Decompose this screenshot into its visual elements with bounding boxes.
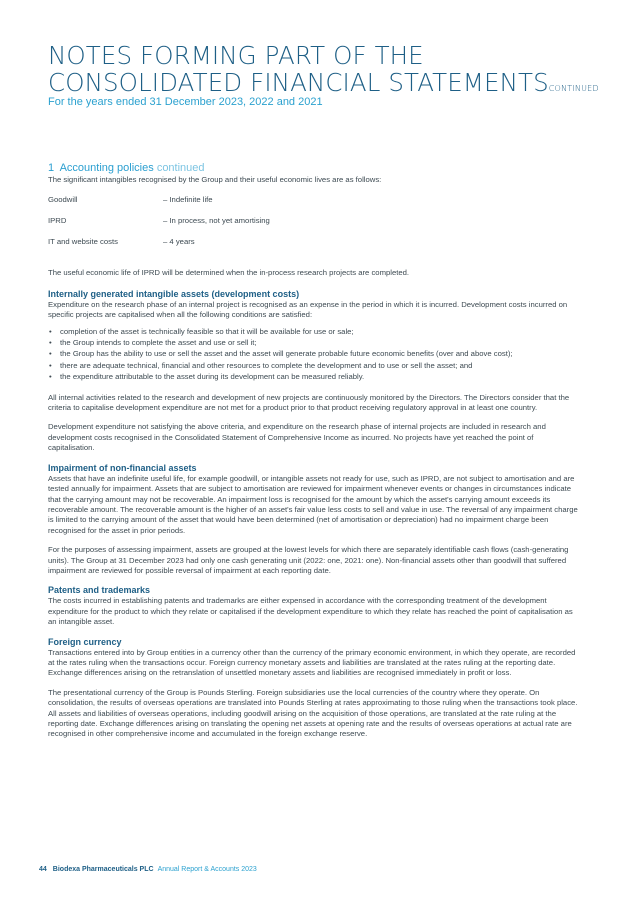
list-item: • the Group intends to complete the asset and use or sell it; bbox=[48, 337, 580, 348]
report-name: Annual Report & Accounts 2023 bbox=[157, 866, 257, 873]
useful-life-row bbox=[48, 195, 580, 216]
patents-heading: Patents and trademarks bbox=[48, 585, 151, 596]
useful-life-desc: – Indefinite life bbox=[163, 195, 213, 205]
page-number: 44 bbox=[39, 866, 47, 873]
page-footer bbox=[39, 866, 257, 873]
useful-life-row bbox=[48, 237, 580, 258]
useful-lives-table bbox=[48, 195, 580, 258]
foreign-currency-heading: Foreign currency bbox=[48, 636, 122, 647]
page-title-line-2-text: CONSOLIDATED FINANCIAL STATEMENTS bbox=[48, 68, 549, 97]
internal-assets-para-3: Development expenditure not satisfying the above criteria, and expenditure on the research phase of internal projects are included in research and development costs recognised in the Consolidated Statement of Comprehensive Income as incurred. No projects have yet reached the point of capitalisation. bbox=[48, 422, 546, 453]
list-item: • the expenditure attributable to the asset during its development can be measured reliably. bbox=[48, 371, 580, 382]
useful-life-row bbox=[48, 216, 580, 237]
useful-life-desc: – In process, not yet amortising bbox=[163, 216, 270, 226]
intangibles-intro: The significant intangibles recognised by the Group and their useful economic lives are as follows: bbox=[48, 175, 382, 184]
title-continued-label: CONTINUED bbox=[548, 84, 599, 93]
useful-life-term: IT and website costs bbox=[48, 237, 118, 247]
page-subtitle: For the years ended 31 December 2023, 2022 and 2021 bbox=[48, 96, 323, 108]
section-title: Accounting policies bbox=[59, 162, 154, 174]
internal-assets-para-2: All internal activities related to the research and development of new projects are continuously monitored by the Directors. The Directors consider that the criteria to capitalise development expenditure are not met for a product prior to that product receiving regulatory approval in at least one country. bbox=[48, 392, 570, 413]
page-title bbox=[48, 42, 608, 102]
section-number: 1 bbox=[48, 162, 55, 174]
useful-life-term: Goodwill bbox=[48, 195, 78, 205]
capitalisation-conditions-list bbox=[48, 326, 580, 383]
foreign-currency-para-2: The presentational currency of the Group is Pounds Sterling. Foreign subsidiaries use the local currencies of the country where they operate. On consolidation, the results of overseas operations are translated into Pounds Sterling at rates approximating to those ruling when the transactions took place. All assets and liabilities of overseas operations, including goodwill arising on the acquisition of those operations, are translated at the rate ruling at the reporting date. Exchange differences arising on translating the opening net assets at opening rate and the results of overseas operations at actual rate are recognised in other comprehensive income and accumulated in the foreign exchange reserve. bbox=[48, 687, 578, 739]
list-item: • the Group has the ability to use or sell the asset and the asset will generate probable future economic benefits (over and above cost); bbox=[48, 348, 580, 359]
list-item: • there are adequate technical, financial and other resources to complete the development and to use or sell the asset; and bbox=[48, 360, 580, 371]
patents-para-1: The costs incurred in establishing patents and trademarks are either expensed in accordance with the corresponding treatment of the development expenditure for the product to which they relate or capitalised if the development expenditure to which they relate has reached the point of capitalisation as an intangible asset. bbox=[48, 596, 573, 627]
internal-assets-heading: Internally generated intangible assets (development costs) bbox=[48, 288, 300, 299]
page-title-line-1: NOTES FORMING PART OF THE bbox=[48, 41, 424, 70]
section-heading bbox=[48, 162, 580, 175]
impairment-para-2: For the purposes of assessing impairment, assets are grouped at the lowest levels for which there are separately identifiable cash flows (cash-generating units). The Group at 31 December 2023 had only one cash generating unit (2022: one, 2021: one). Non-financial assets other than goodwill that suffered impairment are reviewed for possible reversal of impairment at each reporting date. bbox=[48, 545, 569, 575]
iprd-note: The useful economic life of IPRD will be determined when the in-process research projects are completed. bbox=[48, 268, 410, 278]
company-name: Biodexa Pharmaceuticals PLC bbox=[52, 866, 154, 873]
internal-assets-para-1: Expenditure on the research phase of an internal project is recognised as an expense in the period in which it is incurred. Development costs incurred on specific projects are capitalised when all the following conditions are satisfied: bbox=[48, 299, 568, 320]
impairment-para-1: Assets that have an indefinite useful life, for example goodwill, or intangible assets not ready for use, such as IPRD, are not subject to amortisation and are tested annually for impairment. Assets that are subject to amortisation are reviewed for impairment whenever events or changes in circumstances indicate that the carrying amount may not be recoverable. An impairment loss is recognised for the amount by which the asset's carrying amount exceeds its recoverable amount. The recoverable amount is the higher of an asset's fair value less costs to sell and value in use. The reversal of any impairment charge is limited to the carrying amount of the asset that would have been determined (net of amortisation or depreciation) had no impairment charge been recognised for the asset in prior periods. bbox=[48, 473, 578, 535]
section-continued-label: continued bbox=[156, 162, 205, 174]
notes-content bbox=[48, 162, 580, 740]
impairment-heading: Impairment of non-financial assets bbox=[48, 462, 197, 473]
foreign-currency-para-1: Transactions entered into by Group entities in a currency other than the currency of the primary economic environment, in which they operate, are recorded at the rates ruling when the transactions occur. Foreign currency monetary assets and liabilities are translated at the rates ruling at the reporting date. Exchange differences arising on the retranslation of unsettled monetary assets and liabilities are recognised immediately in profit or loss. bbox=[48, 647, 576, 678]
useful-life-term: IPRD bbox=[48, 216, 67, 226]
useful-life-desc: – 4 years bbox=[163, 237, 195, 247]
list-item: • completion of the asset is technically feasible so that it will be available for use or sale; bbox=[48, 326, 580, 337]
